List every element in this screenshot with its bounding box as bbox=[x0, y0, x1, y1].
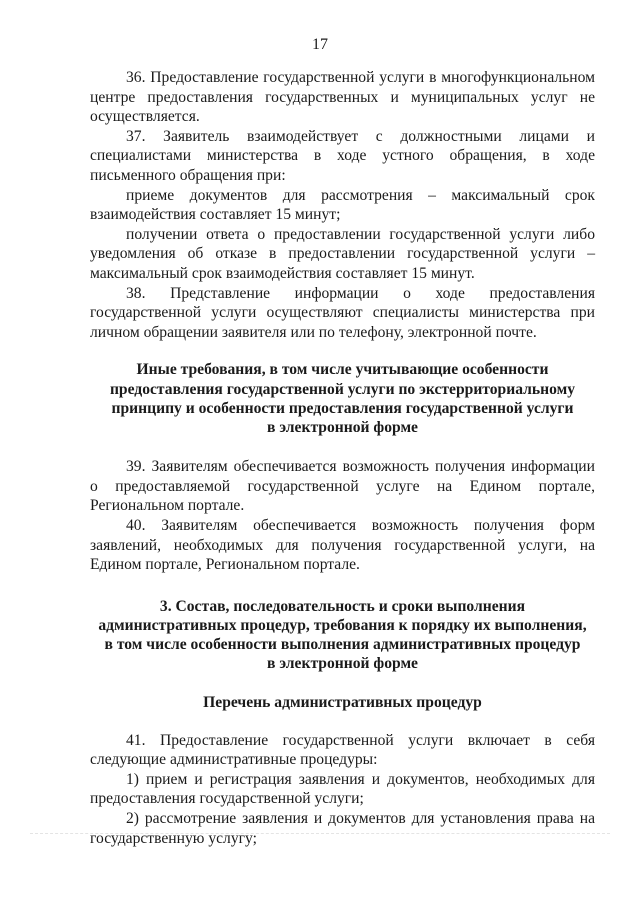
paragraph-41: 41. Предоставление государственной услуги включает в себя следующие административные процедуры: bbox=[90, 731, 595, 769]
page-number: 17 bbox=[312, 36, 328, 53]
heading-line: административных процедур, требования к порядку их выполнения, bbox=[98, 616, 587, 634]
paragraph-41-item-1: 1) прием и регистрация заявления и документов, необходимых для предоставления государственной услуги; bbox=[90, 770, 595, 808]
paragraph-37-item-1: приеме документов для рассмотрения – максимальный срок взаимодействия составляет 15 минут; bbox=[90, 186, 595, 224]
paragraph-38: 38. Представление информации о ходе предоставления государственной услуги осуществляют специалисты министерства при личном обращении заявителя или по телефону, электронной почте. bbox=[90, 284, 595, 341]
subheading-procedures-list: Перечень административных процедур bbox=[203, 693, 482, 711]
paragraph-40: 40. Заявителям обеспечивается возможность получения форм заявлений, необходимых для получения государственной услуги, на Едином портале, Региональном портале. bbox=[90, 516, 595, 574]
heading-line: в электронной форме bbox=[267, 418, 418, 436]
heading-line: Иные требования, в том числе учитывающие особенности bbox=[136, 361, 549, 379]
paragraph-37-item-2: получении ответа о предоставлении государственной услуги либо уведомления об отказе в предоставлении государственной услуги – максимальный срок взаимодействия составляет 15 минут. bbox=[90, 225, 595, 282]
paragraph-39: 39. Заявителям обеспечивается возможность получения информации о предоставляемой государственной услуге на Едином портале, Региональном портале. bbox=[90, 458, 595, 515]
heading-line: предоставления государственной услуги по экстерриториальному bbox=[109, 380, 576, 398]
document-body bbox=[90, 68, 595, 848]
section-heading-3 bbox=[90, 597, 595, 674]
heading-line: принципу и особенности предоставления государственной услуги bbox=[111, 399, 574, 417]
section-heading-other-requirements bbox=[90, 360, 595, 437]
heading-line: в том числе особенности выполнения административных процедур bbox=[104, 636, 581, 654]
heading-line: в электронной форме bbox=[267, 655, 418, 673]
heading-line: 3. Состав, последовательность и сроки выполнения bbox=[159, 597, 526, 615]
paragraph-41-item-2: 2) рассмотрение заявления и документов для установления права на государственную услугу; bbox=[90, 810, 595, 847]
paragraph-36: 36. Предоставление государственной услуги в многофункциональном центре предоставления государственных и муниципальных услуг не осуществляется. bbox=[90, 69, 595, 126]
scan-artifact-line bbox=[30, 833, 610, 834]
paragraph-37: 37. Заявитель взаимодействует с должностными лицами и специалистами министерства в ходе устного обращения, в ходе письменного обращения при: bbox=[90, 127, 595, 184]
